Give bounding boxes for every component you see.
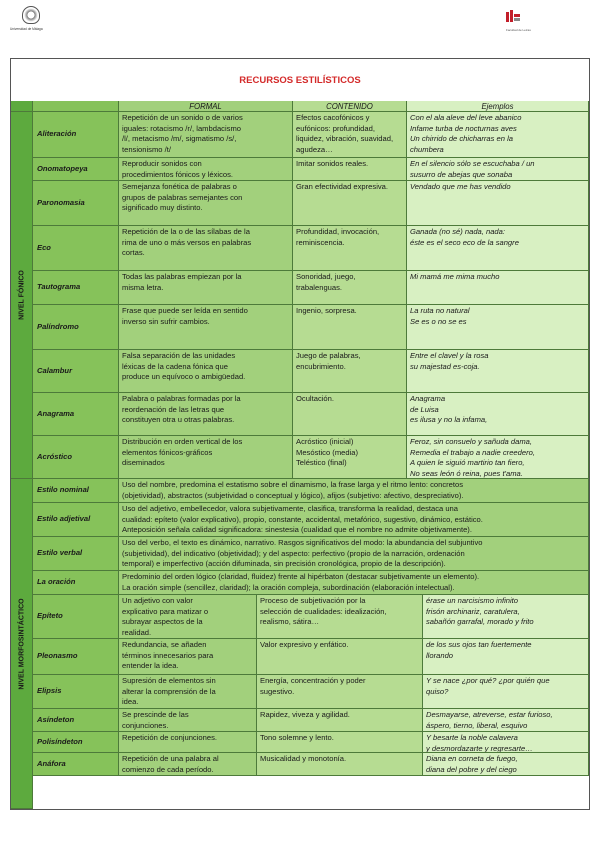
description-line: (subjetividad), del indicativo (objetividad); y del aspecto: perfectivo (propio de la narración, ordenación [122, 548, 465, 558]
formal-line: Todas las palabras empiezan por la [122, 272, 242, 281]
ejemplo-line: Desmayarse, atreverse, estar furioso, [426, 710, 553, 719]
level-morfosintactico-label: NIVEL MORFOSINTÁCTICO [18, 597, 25, 690]
resource-name: Epíteto [33, 595, 119, 639]
formal-line: diseminados [122, 458, 165, 467]
contenido-line: Efectos cacofónicos y [296, 113, 370, 122]
contenido-line: Acróstico (inicial) [296, 437, 354, 446]
formal-line: Semejanza fonética de palabras o [122, 182, 237, 191]
table-row [11, 732, 589, 753]
formal-line: inverso sin sufrir cambios. [122, 316, 210, 326]
contenido-cell [257, 732, 423, 753]
description-line: Predominio del orden lógico (claridad, fluidez) frente al hipérbaton (destacar subjetivamente un elemento). [122, 572, 480, 581]
formal-cell [119, 753, 257, 776]
description-line: (objetividad), abstractos (subjetividad o conceptual y lógico), afijos (subjetivo: afectivo, despreciativo). [122, 490, 464, 500]
contenido-line: Mesóstico (media) [296, 447, 359, 457]
formal-cell [119, 436, 293, 479]
ejemplo-cell [423, 675, 589, 709]
description-line: Uso del nombre, predomina el estatismo sobre el dinamismo, la frase larga y el ritmo lento: concretos [122, 480, 464, 489]
university-logo [10, 6, 70, 34]
formal-line: Falsa separación de las unidades [122, 351, 236, 360]
contenido-cell [293, 226, 407, 271]
table-row [11, 350, 589, 393]
contenido-line: liquidez, vibración, suavidad, [296, 134, 394, 143]
ejemplo-cell [423, 709, 589, 732]
resource-name: Asíndeton [33, 709, 119, 732]
formal-line: Reproducir sonidos con [122, 159, 202, 168]
ejemplo-line: de los sus ojos tan fuertemente [426, 640, 532, 649]
resource-name: Pleonasmo [33, 639, 119, 675]
ejemplo-line: sabañón garrafal, morado y frito [426, 617, 534, 626]
description-line: cualidad: epíteto (valor explicativo), propio, constante, accidental, metafórico, sugestivo, dinámico, estático. [122, 514, 483, 524]
formal-line: constituyen otra u otras palabras. [122, 415, 235, 424]
contenido-line: Ocultación. [296, 394, 334, 403]
formal-line: conjunciones. [122, 720, 169, 730]
contenido-cell [293, 271, 407, 305]
table-row [11, 709, 589, 732]
ejemplo-line: Vendado que me has vendido [410, 182, 511, 191]
formal-line: Repetición de una palabra al [122, 754, 219, 763]
ejemplo-line: frisón archinariz, caratulera, [426, 606, 520, 616]
table-row [11, 503, 589, 537]
ejemplo-line: Anagrama [410, 394, 446, 403]
formal-cell [119, 709, 257, 732]
table-header [11, 101, 589, 112]
contenido-line: Gran efectividad expresiva. [296, 182, 389, 191]
ejemplo-line: Se es o no se es [410, 316, 467, 326]
resource-name: Anagrama [33, 393, 119, 436]
resource-name: La oración [33, 571, 119, 595]
description-line: Uso del verbo, el texto es dinámico, narrativo. Rasgos significativos del modo: la abundancia del subjuntivo [122, 538, 483, 547]
formal-line: significado muy distinto. [122, 203, 203, 212]
ejemplo-line: Ganada (no sé) nada, nada: [410, 227, 505, 236]
table-row [11, 226, 589, 271]
formal-line: alterar la comprensión de la [122, 686, 216, 696]
contenido-cell [257, 595, 423, 639]
resource-name: Polisíndeton [33, 732, 119, 753]
description-line: La oración simple (sencillez, claridad); la oración compleja, subordinación (elaboración intelectual). [122, 582, 455, 592]
contenido-cell [293, 305, 407, 350]
ejemplo-line: Diana en corneta de fuego, [426, 754, 518, 763]
faculty-mark-icon [506, 10, 522, 24]
ejemplo-cell [407, 158, 589, 181]
contenido-line: reminiscencia. [296, 237, 345, 247]
contenido-line: encubrimiento. [296, 361, 346, 371]
formal-cell [119, 271, 293, 305]
ejemplo-cell [407, 350, 589, 393]
contenido-line: Teléstico (final) [296, 458, 347, 467]
ejemplo-line: éste es el seco eco de la sangre [410, 237, 519, 247]
ejemplo-line: A quien le siguió martirio tan fiero, [410, 458, 525, 467]
ejemplo-line: Un chirrido de chicharras en la [410, 134, 513, 143]
table-row [11, 753, 589, 776]
table-row [11, 639, 589, 675]
contenido-line: Proceso de subjetivación por la [260, 596, 366, 605]
formal-line: cortas. [122, 248, 145, 257]
table-row [11, 675, 589, 709]
ejemplo-line: No seas león ó reina, pues t'ama. [410, 468, 523, 478]
resource-name: Elipsis [33, 675, 119, 709]
ejemplo-line: Mi mamá me mima mucho [410, 272, 500, 281]
resource-name: Anáfora [33, 753, 119, 776]
formal-line: Palabra o palabras formadas por la [122, 394, 241, 403]
formal-line: /l/, metacismo /m/, sigmatismo /s/, [122, 134, 237, 143]
description-cell [119, 537, 589, 571]
table-row [11, 158, 589, 181]
resource-name: Acróstico [33, 436, 119, 479]
table-row [11, 436, 589, 479]
formal-line: Distribución en orden vertical de los [122, 437, 243, 446]
contenido-line: selección de cualidades: idealización, [260, 606, 387, 616]
contenido-cell [293, 393, 407, 436]
ejemplo-line: En el silencio sólo se escuchaba / un [410, 159, 535, 168]
ejemplo-line: La ruta no natural [410, 306, 470, 315]
table-row [11, 305, 589, 350]
contenido-line: Ingenio, sorpresa. [296, 306, 357, 315]
formal-cell [119, 595, 257, 639]
formal-line: produce un equívoco o ambigüedad. [122, 372, 246, 381]
formal-cell [119, 393, 293, 436]
table-row [11, 271, 589, 305]
formal-cell [119, 158, 293, 181]
ejemplo-cell [407, 436, 589, 479]
description-line: Anteposición señala calidad significadora: sinestesia (cualidad que el nombre no admite objetivamente). [122, 525, 472, 534]
formal-cell [119, 675, 257, 709]
formal-line: Se prescinde de las [122, 710, 189, 719]
formal-line: procedimientos fónicos y léxicos. [122, 169, 234, 179]
formal-line: tensionismo /t/ [122, 144, 171, 154]
contenido-line: eufónicos: profundidad, [296, 123, 375, 133]
formal-cell [119, 350, 293, 393]
description-cell [119, 479, 589, 503]
table-row [11, 571, 589, 595]
formal-cell [119, 305, 293, 350]
contenido-cell [293, 112, 407, 158]
contenido-cell [257, 675, 423, 709]
ejemplo-line: y desmordazarte y regresarte… [426, 743, 533, 753]
ejemplo-line: susurro de abejas que sonaba [410, 169, 513, 179]
ejemplo-line: Feroz, sin consuelo y sañuda dama, [410, 437, 532, 446]
formal-cell [119, 639, 257, 675]
contenido-line: Tono solemne y lento. [260, 733, 334, 742]
university-logo-text: Universidad de Málaga [10, 27, 43, 31]
formal-line: subrayar aspectos de la [122, 617, 203, 626]
ejemplo-line: Y se nace ¿por qué? ¿por quién que [426, 676, 550, 685]
contenido-cell [293, 181, 407, 226]
contenido-line: agudeza… [296, 144, 333, 154]
contenido-line: Juego de palabras, [296, 351, 361, 360]
ejemplo-line: érase un narcisismo infinito [426, 596, 519, 605]
contenido-line: sugestivo. [260, 686, 295, 696]
ejemplo-line: Y besarte la noble calavera [426, 733, 518, 742]
formal-line: realidad. [122, 627, 152, 637]
formal-line: Repetición de conjunciones. [122, 733, 217, 742]
column-header-formal: FORMAL [119, 101, 293, 112]
ejemplo-line: Infame turba de nocturnas aves [410, 123, 517, 133]
ejemplo-line: Remedia el trabajo a nadie creedero, [410, 447, 535, 457]
ejemplo-line: áspero, tierno, liberal, esquivo [426, 720, 528, 730]
ejemplo-cell [423, 639, 589, 675]
table-row [11, 537, 589, 571]
resource-name: Estilo nominal [33, 479, 119, 503]
description-line: temporal) e imperfectivo (acción difuminada, sin precisión cronológica, propio de la descripción). [122, 559, 446, 568]
table-row [11, 181, 589, 226]
ejemplo-line: Con el ala aleve del leve abanico [410, 113, 522, 122]
ejemplo-cell [407, 112, 589, 158]
resource-name: Paronomasia [33, 181, 119, 226]
formal-line: Un adjetivo con valor [122, 596, 193, 605]
formal-line: comienzo de cada período. [122, 764, 214, 774]
formal-line: Repetición de la o de las sílabas de la [122, 227, 250, 236]
formal-line: entender la idea. [122, 661, 179, 670]
contenido-line: Rapidez, viveza y agilidad. [260, 710, 350, 719]
university-crest-icon [22, 6, 40, 24]
contenido-line: Imitar sonidos reales. [296, 159, 369, 168]
ejemplo-line: quiso? [426, 686, 449, 696]
ejemplo-cell [423, 732, 589, 753]
contenido-line: trabalenguas. [296, 282, 343, 292]
formal-line: reordenación de las letras que [122, 404, 225, 414]
formal-line: Redundancia, se añaden [122, 640, 207, 649]
table-row [11, 112, 589, 158]
contenido-cell [257, 709, 423, 732]
table-row [11, 393, 589, 436]
table-row [11, 479, 589, 503]
header-blank [11, 101, 33, 112]
ejemplo-line: Entre el clavel y la rosa [410, 351, 489, 360]
contenido-line: Valor expresivo y enfático. [260, 640, 349, 649]
ejemplo-cell [407, 181, 589, 226]
ejemplo-line: chumbera [410, 144, 444, 154]
contenido-line: Sonoridad, juego, [296, 272, 356, 281]
description-cell [119, 571, 589, 595]
formal-cell [119, 112, 293, 158]
formal-cell [119, 226, 293, 271]
level-fonico-label: NIVEL FÓNICO [18, 270, 25, 320]
formal-line: idea. [122, 697, 139, 706]
resource-name: Palíndromo [33, 305, 119, 350]
resources-sheet [10, 58, 590, 810]
formal-cell [119, 732, 257, 753]
faculty-logo-text: Facultad de Letras [506, 28, 531, 32]
formal-line: iguales: rotacismo /r/, lambdacismo [122, 123, 242, 133]
ejemplo-cell [407, 393, 589, 436]
ejemplo-cell [423, 595, 589, 639]
contenido-line: Profundidad, invocación, [296, 227, 380, 236]
faculty-logo [506, 10, 546, 34]
page-title: RECURSOS ESTILÍSTICOS [239, 74, 361, 86]
formal-line: misma letra. [122, 282, 164, 292]
description-line: Uso del adjetivo, embellecedor, valora subjetivamente, clasifica, transforma la realidad, destaca una [122, 504, 458, 513]
contenido-line: Energía, concentración y poder [260, 676, 366, 685]
ejemplo-cell [407, 271, 589, 305]
table-row [11, 595, 589, 639]
contenido-line: realismo, sátira… [260, 617, 320, 626]
resource-name: Estilo verbal [33, 537, 119, 571]
formal-line: rima de uno o más versos en palabras [122, 237, 252, 247]
contenido-cell [293, 436, 407, 479]
column-header-ejemplos: Ejemplos [407, 101, 589, 112]
resource-name: Onomatopeya [33, 158, 119, 181]
ejemplo-line: de Luisa [410, 404, 439, 414]
formal-line: Frase que puede ser leída en sentido [122, 306, 248, 315]
formal-line: Supresión de elementos sin [122, 676, 216, 685]
ejemplo-line: es ilusa y no la infama, [410, 415, 488, 424]
resource-name: Eco [33, 226, 119, 271]
resource-name: Estilo adjetival [33, 503, 119, 537]
formal-line: léxicas de la cadena fónica que [122, 361, 228, 371]
formal-cell [119, 181, 293, 226]
contenido-cell [257, 639, 423, 675]
ejemplo-cell [423, 753, 589, 776]
resource-name: Aliteración [33, 112, 119, 158]
formal-line: explicativo para matizar o [122, 606, 209, 616]
ejemplo-cell [407, 226, 589, 271]
formal-line: Repetición de un sonido o de varios [122, 113, 243, 122]
ejemplo-line: su majestad es-coja. [410, 361, 480, 371]
formal-line: elementos fónicos-gráficos [122, 447, 213, 457]
formal-line: grupos de palabras semejantes con [122, 192, 243, 202]
column-header-contenido: CONTENIDO [293, 101, 407, 112]
contenido-line: Musicalidad y monotonía. [260, 754, 347, 763]
resource-name: Tautograma [33, 271, 119, 305]
contenido-cell [293, 350, 407, 393]
contenido-cell [293, 158, 407, 181]
resource-name: Calambur [33, 350, 119, 393]
contenido-cell [257, 753, 423, 776]
ejemplo-cell [407, 305, 589, 350]
ejemplo-line: diana del pobre y del ciego [426, 764, 517, 774]
header-blank-name [33, 101, 119, 112]
formal-line: términos innecesarios para [122, 650, 214, 660]
description-cell [119, 503, 589, 537]
ejemplo-line: llorando [426, 650, 454, 660]
